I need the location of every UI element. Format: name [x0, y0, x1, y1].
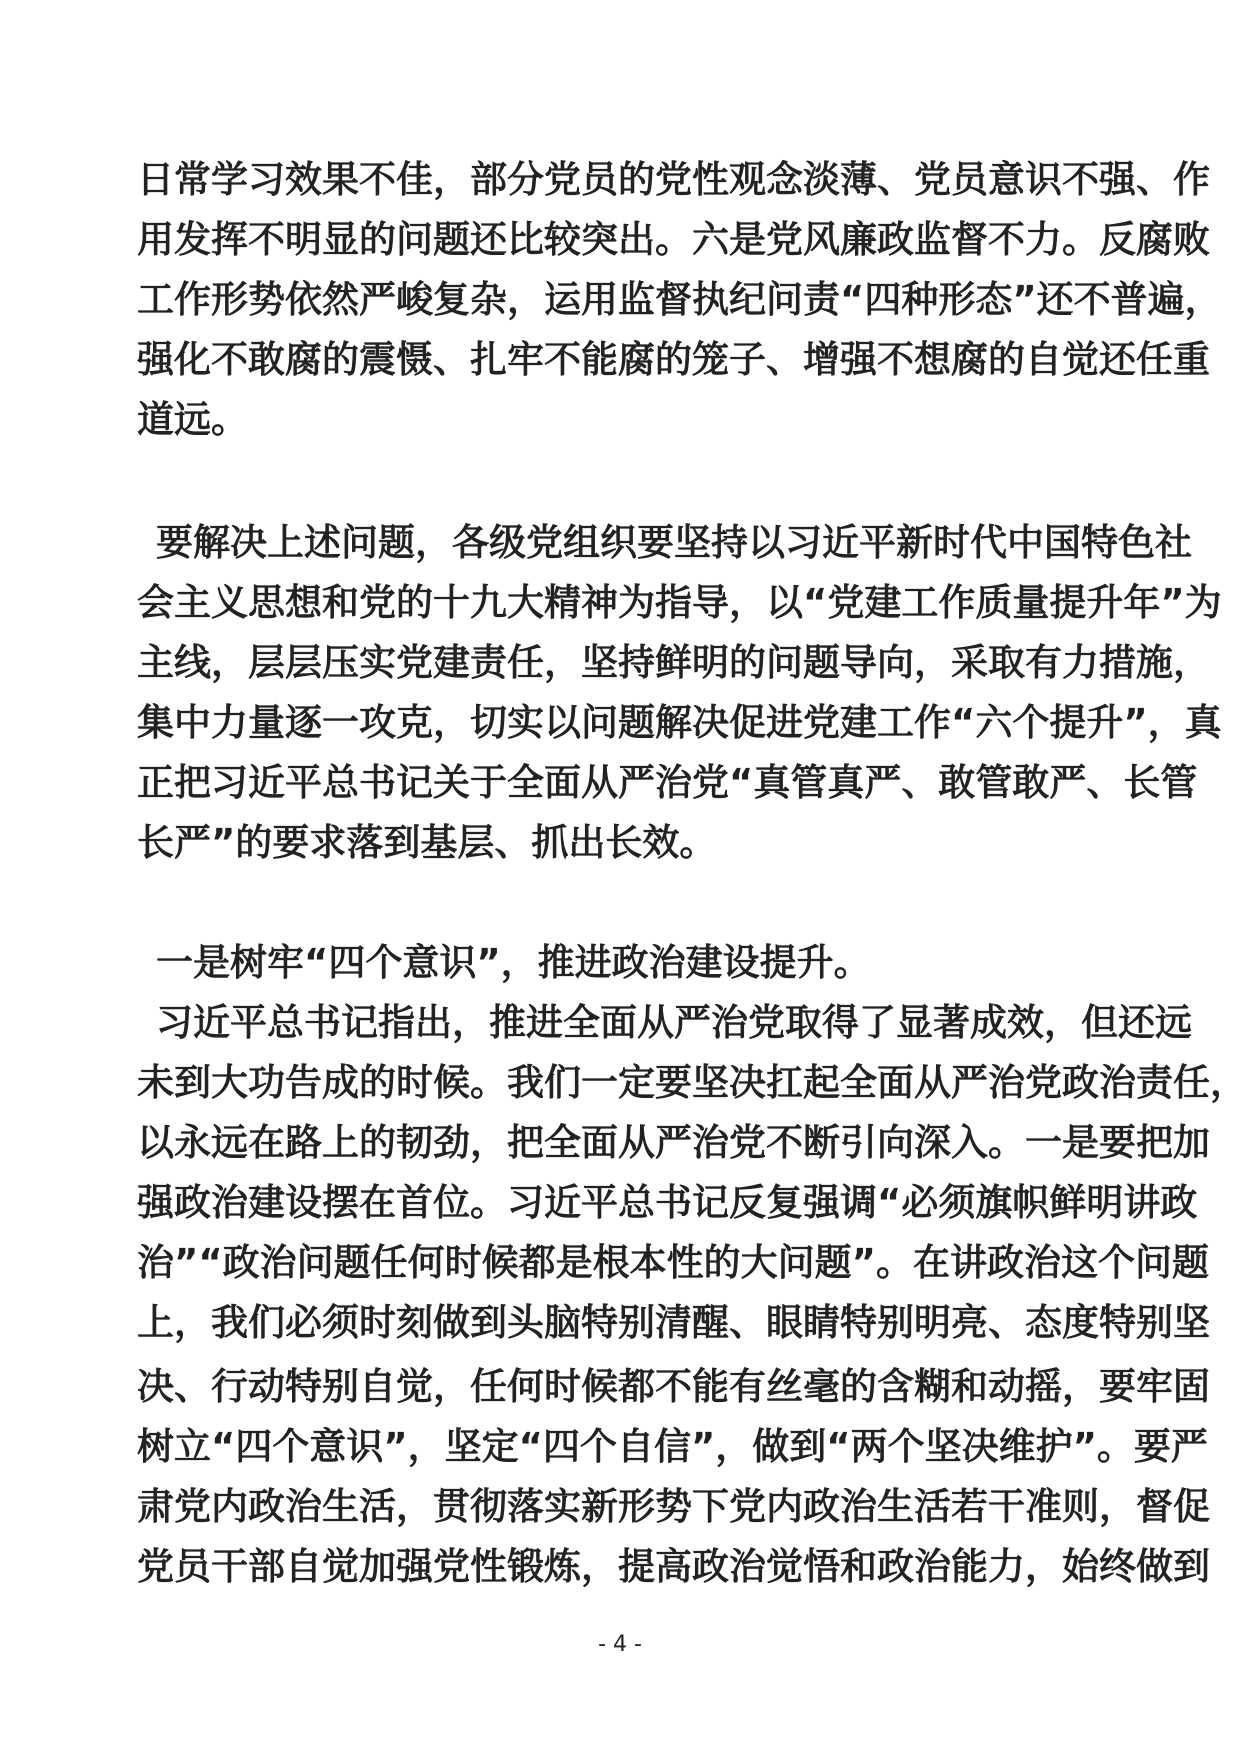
text-line: 未到大功告成的时候。我们一定要坚决扛起全面从严治党政治责任， [137, 1061, 1247, 1104]
text-line: 道远。 [137, 398, 248, 441]
text-line: 树立“四个意识”，坚定“四个自信”，做到“两个坚决维护”。要严 [137, 1425, 1208, 1468]
text-line: 上，我们必须时刻做到头脑特别清醒、眼睛特别明亮、态度特别坚 [137, 1301, 1210, 1344]
text-line: 习近平总书记指出，推进全面从严治党取得了显著成效，但还远 [156, 1001, 1192, 1044]
text-line: 日常学习效果不佳，部分党员的党性观念淡薄、党员意识不强、作 [137, 158, 1210, 201]
text-line: 决、行动特别自觉，任何时候都不能有丝毫的含糊和动摇，要牢固 [137, 1365, 1210, 1408]
section-heading: 一是树牢“四个意识”，推进政治建设提升。 [156, 941, 871, 984]
text-line: 主线，层层压实党建责任，坚持鲜明的问题导向，采取有力措施， [137, 641, 1210, 684]
text-line: 强政治建设摆在首位。习近平总书记反复强调“必须旗帜鲜明讲政 [137, 1181, 1198, 1224]
text-line: 集中力量逐一攻克，切实以问题解决促进党建工作“六个提升”，真 [137, 701, 1222, 744]
text-line: 工作形势依然严峻复杂，运用监督执纪问责“四种形态”还不普遍， [137, 278, 1222, 321]
page-number: - 4 - [598, 1632, 642, 1657]
text-line: 治”“政治问题任何时候都是根本性的大问题”。在讲政治这个问题 [137, 1241, 1209, 1284]
text-line: 用发挥不明显的问题还比较突出。六是党风廉政监督不力。反腐败 [137, 218, 1210, 261]
text-line: 要解决上述问题，各级党组织要坚持以习近平新时代中国特色社 [156, 521, 1192, 564]
text-line: 党员干部自觉加强党性锻炼，提高政治觉悟和政治能力，始终做到 [137, 1545, 1210, 1588]
text-line: 正把习近平总书记关于全面从严治党“真管真严、敢管敢严、长管 [137, 761, 1198, 804]
text-line: 肃党内政治生活，贯彻落实新形势下党内政治生活若干准则，督促 [137, 1485, 1210, 1528]
text-line: 以永远在路上的韧劲，把全面从严治党不断引向深入。一是要把加 [137, 1121, 1210, 1164]
text-line: 长严”的要求落到基层、抓出长效。 [137, 821, 717, 864]
text-line: 会主义思想和党的十九大精神为指导，以“党建工作质量提升年”为 [137, 581, 1222, 624]
text-line: 强化不敢腐的震慑、扎牢不能腐的笼子、增强不想腐的自觉还任重 [137, 338, 1210, 381]
